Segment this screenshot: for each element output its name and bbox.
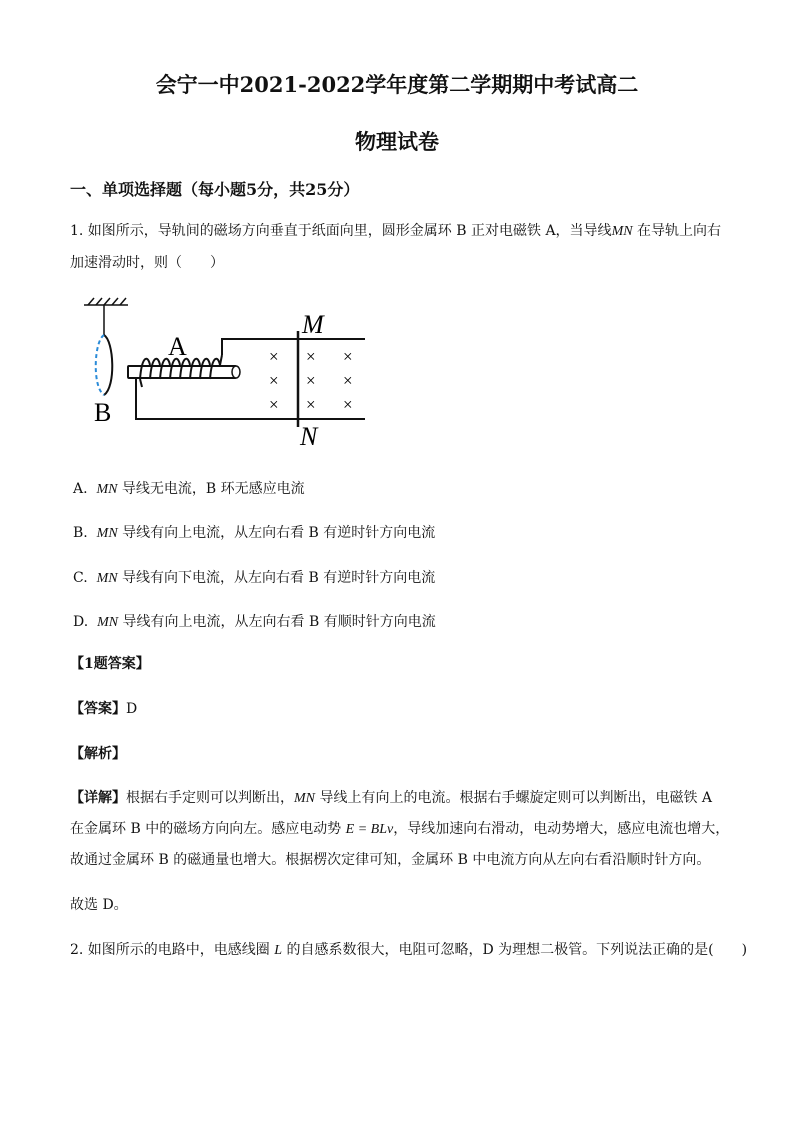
field-cross: ×	[269, 395, 279, 414]
label-b: B	[94, 398, 112, 427]
magnetic-field-crosses	[269, 347, 353, 414]
q1-stem-var: MN	[611, 224, 633, 239]
option-var: MN	[96, 482, 118, 497]
q2-stem-var: L	[274, 943, 283, 958]
q1-detail-line2	[70, 819, 729, 840]
q1-answer	[70, 699, 137, 719]
ceiling-support	[84, 298, 128, 335]
option-var: MN	[96, 526, 118, 541]
field-cross: ×	[343, 347, 353, 366]
q1-conclusion: 故选 D。	[70, 897, 128, 913]
option-text: 导线无电流，B 环无感应电流	[117, 481, 305, 497]
label-n: N	[300, 422, 318, 450]
option-text: 导线有向下电流，从左向右看 B 有逆时针方向电流	[117, 570, 436, 586]
detail-text: 导线上有向上的电流。根据右手螺旋定则可以判断出，电磁铁 A	[315, 790, 713, 806]
detail-tag: 【详解】	[70, 790, 126, 806]
option-letter: D.	[73, 614, 89, 630]
metal-ring-b	[96, 335, 113, 395]
q2-stem-text: 的自感系数很大，电阻可忽略，D 为理想二极管。下列说法正确的是( )	[282, 942, 748, 958]
q2-stem	[70, 940, 747, 961]
q1-stem-text: 1. 如图所示，导轨间的磁场方向垂直于纸面向里，圆形金属环 B 正对电磁铁 A，当导线	[70, 223, 612, 239]
q1-detail-line1	[70, 788, 712, 809]
label-m: M	[302, 310, 324, 339]
field-cross: ×	[306, 395, 316, 414]
exam-subtitle: 物理试卷	[355, 129, 439, 154]
q1-detail-line3: 故通过金属环 B 的磁通量也增大。根据楞次定律可知，金属环 B 中电流方向从左向右看沿顺时针方向。	[70, 852, 711, 868]
field-cross: ×	[343, 395, 353, 414]
option-text: 导线有向上电流，从左向右看 B 有顺时针方向电流	[118, 614, 436, 630]
option-text: 导线有向上电流，从左向右看 B 有逆时针方向电流	[117, 525, 436, 541]
field-cross: ×	[306, 347, 316, 366]
q1-figure	[70, 295, 380, 450]
q1-stem-text-end: 在导轨上向右	[632, 223, 722, 239]
answer-label: 【答案】	[70, 701, 126, 717]
detail-text: 根据右手定则可以判断出，	[126, 790, 294, 806]
detail-var: MN	[294, 791, 315, 806]
option-var: MN	[97, 615, 119, 630]
field-cross: ×	[269, 371, 279, 390]
q1-stem-line2: 加速滑动时，则（ ）	[70, 255, 224, 271]
q1-answer-tag: 【1题答案】	[70, 656, 150, 672]
q1-analysis-tag: 【解析】	[70, 746, 126, 762]
label-a: A	[168, 332, 187, 361]
q2-stem-text: 2. 如图所示的电路中，电感线圈	[70, 942, 275, 958]
option-letter: C.	[73, 570, 88, 586]
q1-option-a[interactable]	[73, 478, 305, 498]
exam-title: 会宁一中2021-2022学年度第二学期期中考试高二	[155, 72, 639, 97]
detail-text: ，导线加速向右滑动，电动势增大，感应电流也增大，	[393, 821, 730, 837]
option-letter: A.	[73, 481, 88, 497]
section-heading: 一、单项选择题（每小题5分，共25分）	[70, 180, 360, 199]
detail-formula: E = BLv	[345, 822, 394, 837]
option-var: MN	[96, 571, 118, 586]
option-letter: B.	[73, 525, 88, 541]
field-cross: ×	[269, 347, 279, 366]
field-cross: ×	[343, 371, 353, 390]
q1-option-d[interactable]	[73, 611, 436, 631]
field-cross: ×	[306, 371, 316, 390]
q1-option-b[interactable]	[73, 522, 435, 542]
q1-stem-line1	[70, 221, 721, 242]
detail-text: 在金属环 B 中的磁场方向向左。感应电动势	[70, 821, 346, 837]
q1-option-c[interactable]	[73, 567, 435, 587]
answer-value: D	[126, 701, 138, 717]
